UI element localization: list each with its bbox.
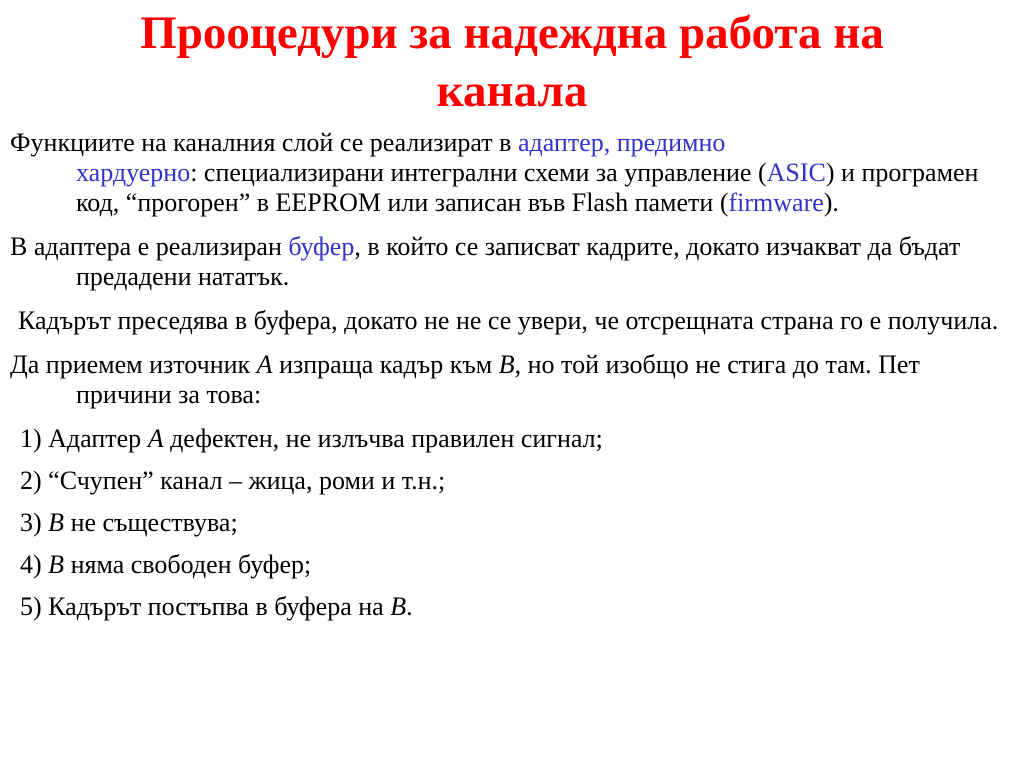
text: , в който се записват кадрите, докато изчакват да бъдат предадени нататък. [76,232,961,291]
term-hardware: хардуерно [76,158,191,187]
reason-5: 5) Кадърът постъпва в буфера на B. [20,592,413,621]
reason-2: 2) “Счупен” канал – жица, роми и т.н.; [20,466,446,495]
reason-1: 1) Адаптер A дефектен, не излъчва правилен сигнал; [20,424,603,453]
term-buffer: буфер [288,232,355,261]
text: Да приемем източник [10,350,257,379]
text: В адаптера е реализиран [10,232,289,261]
slide-body [10,128,1010,634]
text: ). [823,188,839,217]
text: Кадърът преседява в буфера, докато не не се увери, че отсрещната страна го е получила. [18,306,999,335]
title-line-2: канала [436,65,588,117]
reason-3: 3) B не съществува; [20,508,238,537]
paragraph-frame-waits [10,306,1010,336]
var-a: A [256,350,273,379]
reason-4: 4) B няма свободен буфер; [20,550,312,579]
paragraph-buffer [10,232,1010,292]
text: ) и програмен код, “прогорен” в EEPROM или записан във Flash памети ( [76,158,979,217]
term-firmware: firmware [728,188,824,217]
text: изпраща кадър към [272,350,499,379]
term-mainly: предимно [616,128,726,157]
paragraph-source-a [10,350,1010,410]
term-adapter: адаптер [517,128,604,157]
text: : специализирани интегрални схеми за управление ( [190,158,767,187]
slide-title [0,4,1024,120]
term-asic: ASIC [766,158,826,187]
paragraph-adapter-functions [10,128,1010,218]
text: , но той изобщо не стига до там. Пет причини за това: [76,350,920,409]
text: Функциите на каналния слой се реализират в [10,128,518,157]
text: , [603,128,617,157]
var-b: B [498,350,515,379]
title-line-1: Прооцедури за надеждна работа на [140,7,884,59]
